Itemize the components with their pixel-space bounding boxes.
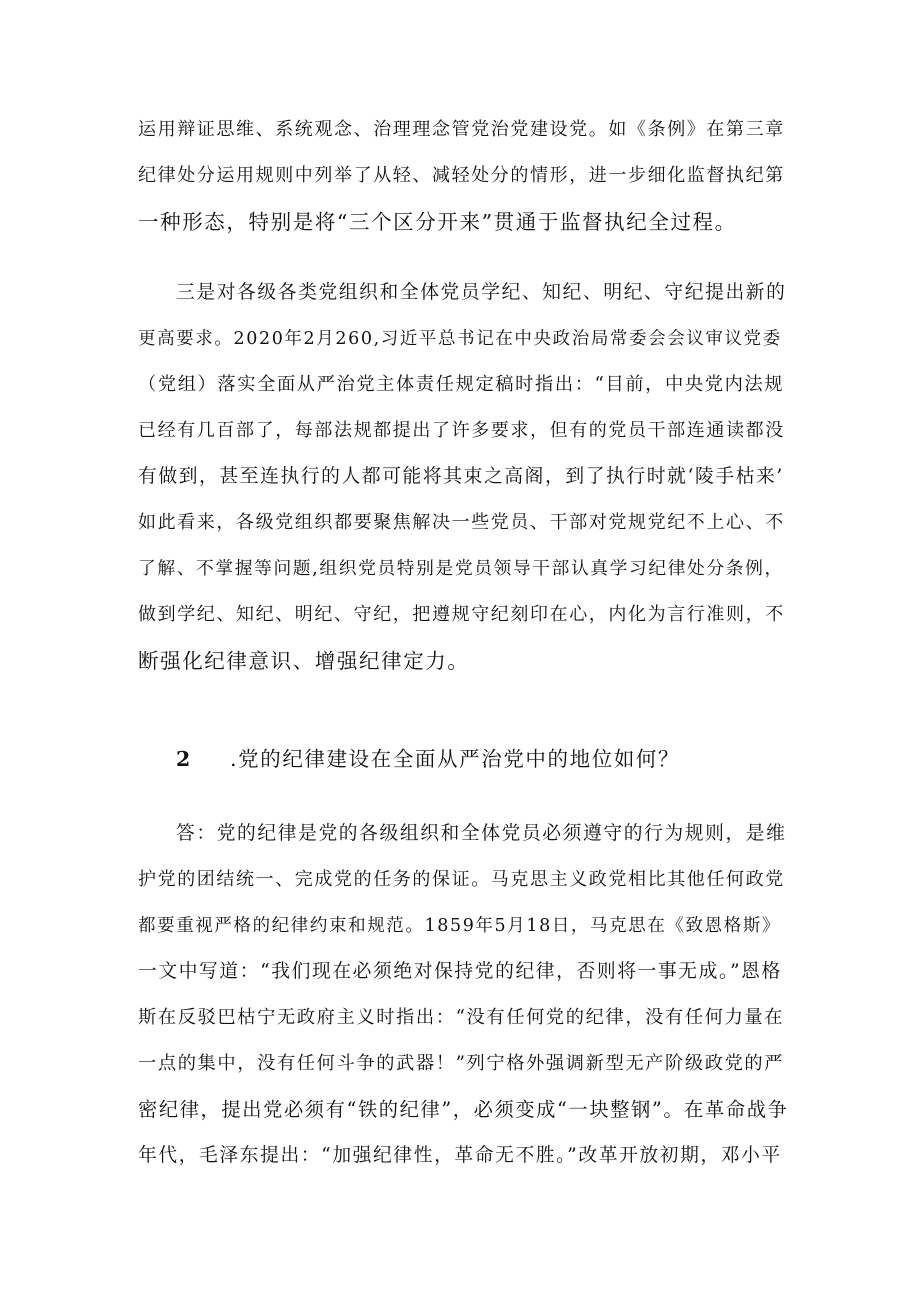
paragraph-line: 都要重视严格的纪律约束和规范。1859年5月18日，马克思在《致恩格斯》 bbox=[138, 916, 782, 936]
paragraph-line: 一点的集中，没有任何斗争的武器！”列宁格外强调新型无产阶级政党的严 bbox=[138, 1053, 785, 1074]
paragraph-line: 护党的团结统一、完成党的任务的保证。马克思主义政党相比其他任何政党 bbox=[138, 869, 785, 890]
paragraph-line: 一种形态，特别是将“三个区分开来”贯通于监督执纪全过程。 bbox=[138, 210, 737, 234]
paragraph-line: 已经有几百部了，每部法规都提出了许多要求，但有的党员干部连通读都没 bbox=[138, 420, 785, 441]
paragraph-line: 运用辩证思维、系统观念、治理理念管党治党建设党。如《条例》在第三章 bbox=[138, 119, 785, 140]
paragraph-line: 断强化纪律意识、增强纪律定力。 bbox=[138, 649, 470, 673]
paragraph-line: 答：党的纪律是党的各级组织和全体党员必须遵守的行为规则，是维 bbox=[176, 823, 787, 844]
paragraph-line: 年代，毛泽东提出：“加强纪律性，革命无不胜。”改革开放初期，邓小平 bbox=[138, 1145, 782, 1166]
paragraph-line: 有做到，甚至连执行的人都可能将其束之高阁，到了执行时就‘陵手枯来’ bbox=[138, 466, 784, 487]
paragraph-line: 如此看来，各级党组织都要聚焦解决一些党员、干部对党规党纪不上心、不 bbox=[138, 512, 785, 533]
heading-number: 2 bbox=[176, 747, 191, 771]
paragraph-line: 一文中写道：“我们现在必须绝对保持党的纪律，否则将一事无成。”恩格 bbox=[138, 961, 782, 982]
paragraph-line: 了解、不掌握等问题,组织党员特别是党员领导干部认真学习纪律处分条例， bbox=[138, 559, 784, 579]
paragraph-line: 斯在反驳巴枯宁无政府主义时指出：“没有任何党的纪律，没有任何力量在 bbox=[138, 1007, 785, 1028]
paragraph-line: 三是对各级各类党组织和全体党员学纪、知纪、明纪、守纪提出新的 bbox=[176, 282, 787, 303]
heading-text: .党的纪律建设在全面从严治党中的地位如何？ bbox=[230, 747, 681, 771]
paragraph-line: 更高要求。2020年2月260,习近平总书记在中央政治局常委会会议审议党委 bbox=[138, 329, 782, 349]
paragraph-line: 纪律处分运用规则中列举了从轻、减轻处分的情形，进一步细化监督执纪第 bbox=[138, 165, 785, 186]
paragraph-line: 做到学纪、知纪、明纪、守纪，把遵规守纪刻印在心，内化为言行准则，不 bbox=[138, 604, 785, 625]
paragraph-line: （党组）落实全面从严治党主体责任规定稿时指出：“目前，中央党内法规 bbox=[138, 374, 785, 395]
paragraph-line: 密纪律，提出党必须有“铁的纪律”，必须变成“一块整钢”。在革命战争 bbox=[138, 1098, 789, 1121]
